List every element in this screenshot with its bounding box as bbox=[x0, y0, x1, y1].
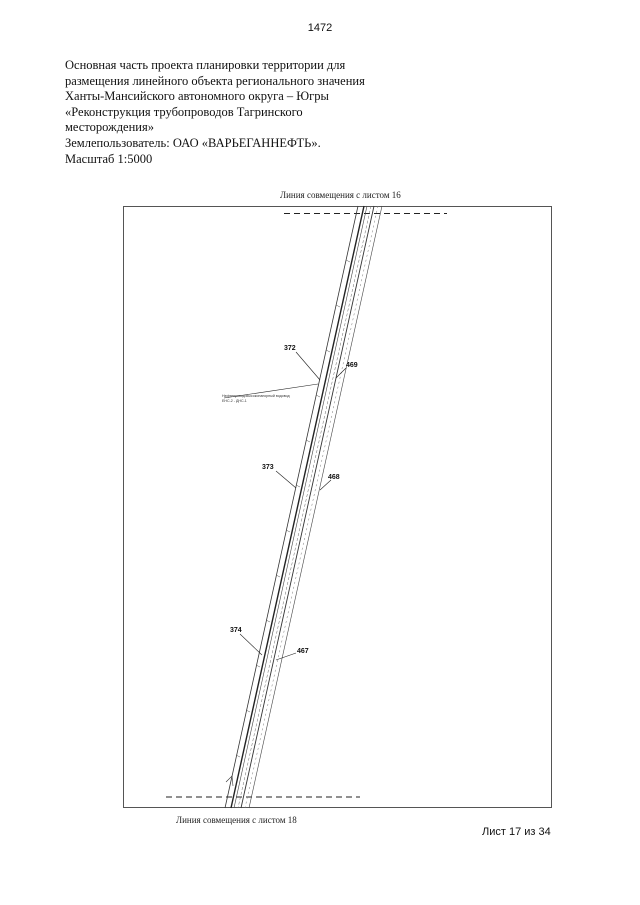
point-label-372: 372 bbox=[284, 345, 296, 352]
header-line: Основная часть проекта планировки территории для bbox=[65, 58, 346, 72]
match-line-top-label: Линия совмещения с листом 16 bbox=[280, 190, 401, 200]
match-line-bottom-label: Линия совмещения с листом 18 bbox=[176, 815, 297, 825]
point-label-468: 468 bbox=[328, 474, 340, 481]
pipeline-corridor bbox=[225, 206, 382, 808]
point-label-374: 374 bbox=[230, 627, 242, 634]
sheet-counter: Лист 17 из 34 bbox=[482, 826, 551, 838]
point-label-373: 373 bbox=[262, 464, 274, 471]
corridor-arrow bbox=[226, 776, 233, 786]
land-user-line: Землепользователь: ОАО «ВАРЬЕГАННЕФТЬ». bbox=[65, 135, 321, 150]
point-label-467: 467 bbox=[297, 648, 309, 655]
header-line: «Реконструкция трубопроводов Тагринского bbox=[65, 104, 303, 119]
page-number: 1472 bbox=[307, 22, 333, 34]
header-line: Ханты-Мансийского автономного округа – Югры bbox=[65, 89, 329, 104]
point-label-469: 469 bbox=[346, 362, 358, 369]
header-line: размещения линейного объекта регионального значения bbox=[65, 73, 365, 88]
pipeline-annotation-line1: Нефтепровод/Высоконапорный водовод bbox=[222, 394, 290, 398]
header-line: месторождения» bbox=[65, 120, 154, 135]
scale-line: Масштаб 1:5000 bbox=[65, 151, 153, 166]
pipeline-annotation-line2: ЕНС-2 - ДНС-1 bbox=[222, 399, 247, 403]
